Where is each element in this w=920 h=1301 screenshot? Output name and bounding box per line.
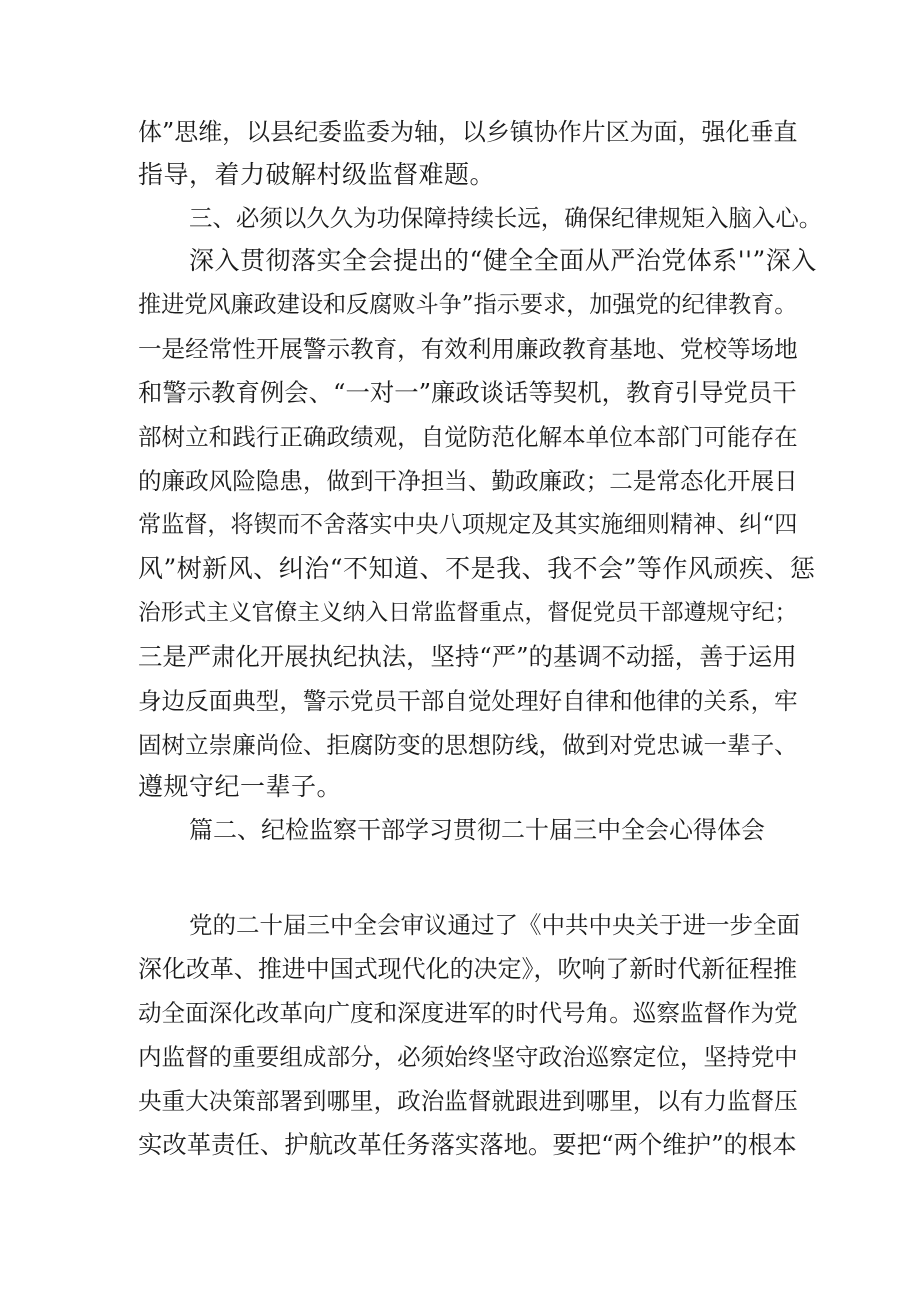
body-text-line: 身边反面典型，警示党员干部自觉处理好自律和他律的关系，牢 [138, 687, 798, 715]
article-title: 篇二、纪检监察干部学习贯彻二十届三中全会心得体会 [189, 816, 765, 844]
body-text-line: 一是经常性开展警示教育，有效利用廉政教育基地、党校等场地 [138, 335, 798, 363]
body-text-line: 深化改革、推进中国式现代化的决定》，吹响了新时代新征程推 [138, 955, 798, 983]
paragraph-first-line: 深入贯彻落实全会提出的“健全全面从严治党体系''”深入 [189, 246, 817, 275]
body-text-line: 动全面深化改革向广度和深度进军的时代号角。巡察监督作为党 [138, 999, 798, 1027]
body-text-line: 内监督的重要组成部分，必须始终坚守政治巡察定位，坚持党中 [138, 1043, 798, 1071]
body-text-line: 治形式主义官僚主义纳入日常监督重点，督促党员干部遵规守纪； [138, 600, 798, 626]
body-text-line: 体”思维，以县纪委监委为轴，以乡镇协作片区为面，强化垂直 [138, 118, 798, 146]
body-text-line: 指导，着力破解村级监督难题。 [138, 160, 496, 189]
body-text-line: 遵规守纪一辈子。 [138, 772, 343, 801]
body-text-line: 三是严肃化开展执纪执法，坚持“严”的基调不动摇，善于运用 [138, 642, 797, 671]
body-text-line: 的廉政风险隐患，做到干净担当、勤政廉政；二是常态化开展日 [138, 467, 798, 495]
body-text-line: 风”树新风、纠治“不知道、不是我、我不会”等作风顽疾、惩 [138, 554, 816, 583]
body-text-line: 固树立崇廉尚俭、拒腐防变的思想防线，做到对党忠诚一辈子、 [138, 731, 798, 759]
body-text-line: 常监督，将锲而不舍落实中央八项规定及其实施细则精神、纠“四 [138, 512, 798, 538]
body-text-line: 推进党风廉政建设和反腐败斗争”指示要求，加强党的纪律教育。 [138, 292, 798, 318]
section-heading: 三、必须以久久为功保障持续长远，确保纪律规矩入脑入心。 [189, 204, 823, 232]
body-text-line: 实改革责任、护航改革任务落实落地。要把“两个维护”的根本 [138, 1130, 797, 1159]
body-text-line: 部树立和践行正确政绩观，自觉防范化解本单位本部门可能存在 [138, 423, 798, 451]
paragraph-first-line: 党的二十届三中全会审议通过了《中共中央关于进一步全面 [189, 911, 800, 939]
body-text-line: 央重大决策部署到哪里，政治监督就跟进到哪里，以有力监督压 [138, 1087, 798, 1115]
body-text-line: 和警示教育例会、“一对一”廉政谈话等契机，教育引导党员干 [138, 378, 797, 407]
